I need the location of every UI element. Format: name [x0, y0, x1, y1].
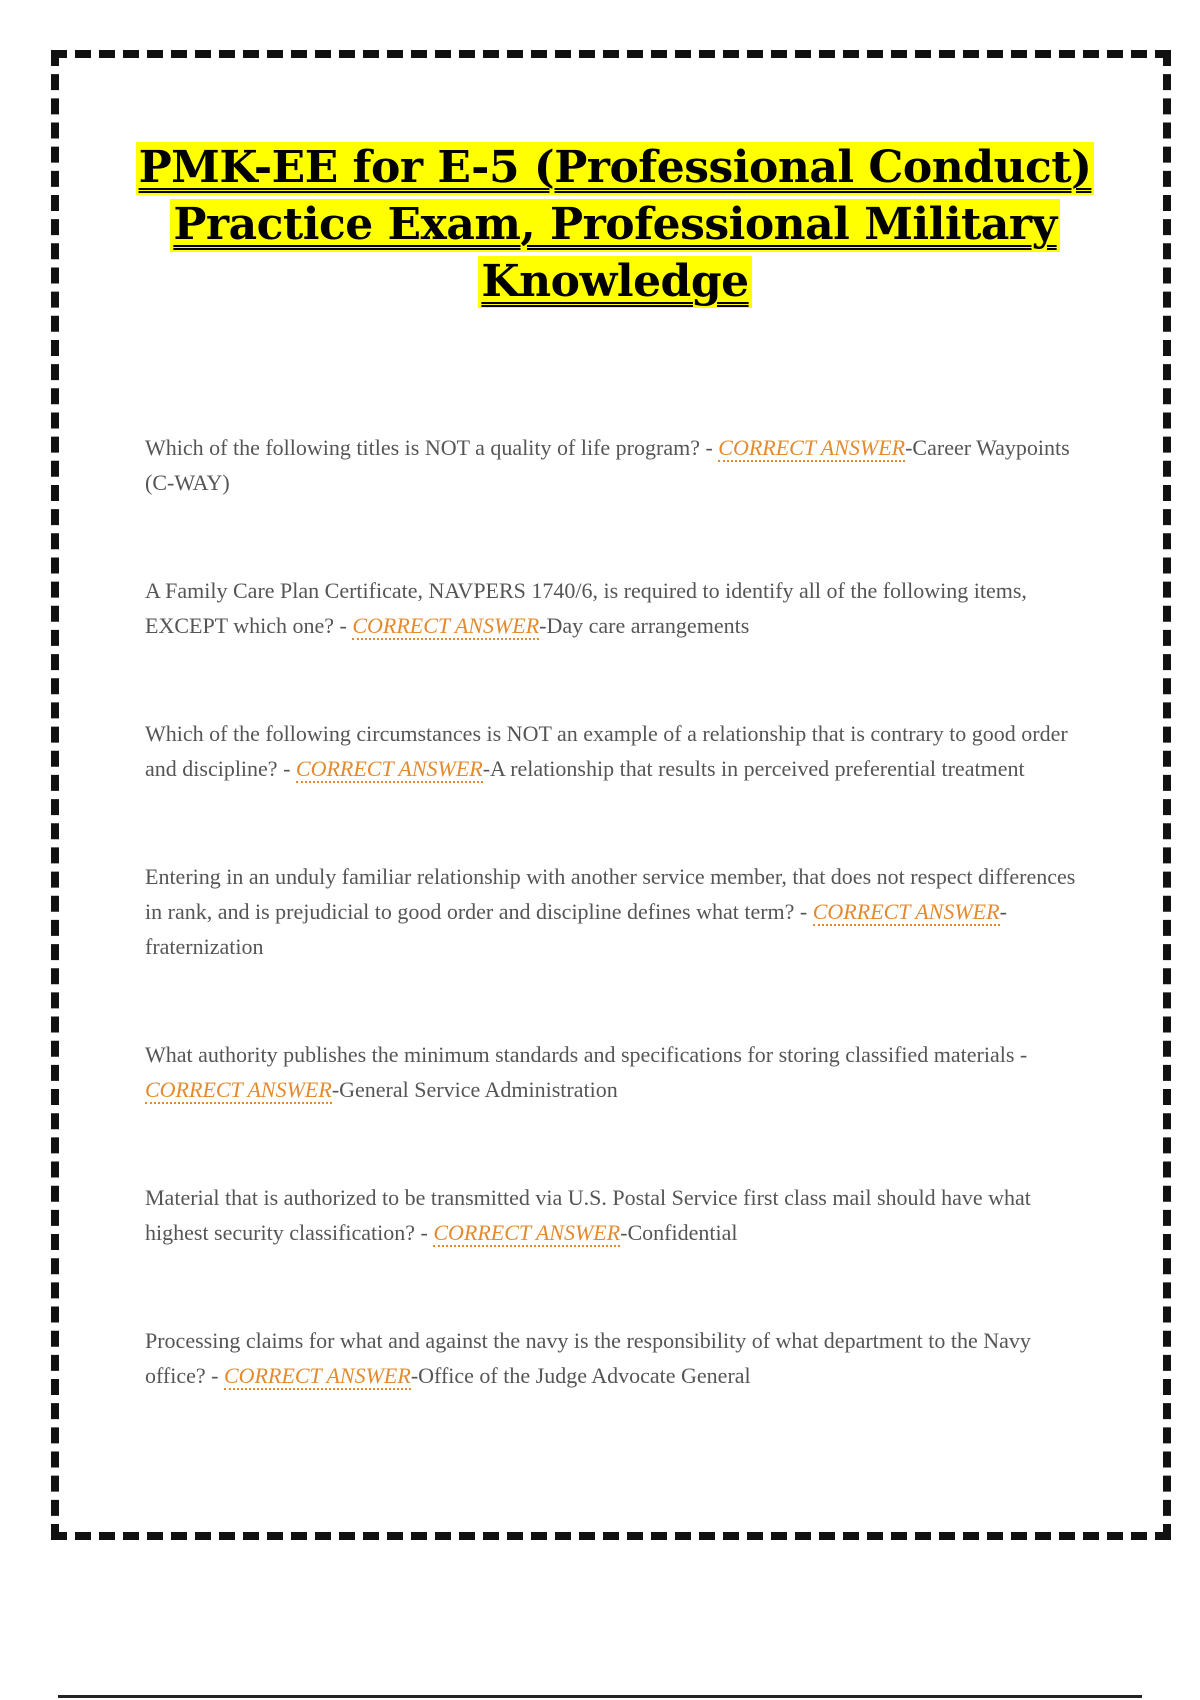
title-line-1: PMK-EE for E-5 (Professional Conduct): [136, 142, 1095, 195]
correct-answer-label: CORRECT ANSWER: [145, 1077, 332, 1102]
correct-answer-label: CORRECT ANSWER: [224, 1363, 411, 1388]
document-title: [90, 140, 1140, 310]
correct-answer-label: CORRECT ANSWER: [295, 756, 483, 781]
question-item-6: [145, 1180, 1080, 1250]
question-item-2: [145, 573, 1080, 643]
question-text: What authority publishes the minimum standards and specifications for storing classified materials -: [145, 1042, 1028, 1067]
correct-answer-label: CORRECT ANSWER: [352, 613, 540, 638]
question-text: Which of the following titles is NOT a quality of life program? -: [145, 435, 719, 460]
answer-text: -Career Waypoints (C-WAY): [145, 435, 1070, 495]
question-text: A Family Care Plan Certificate, NAVPERS 1740/6, is required to identify all of the following items, EXCEPT which one? -: [145, 578, 1027, 638]
question-item-7: [145, 1323, 1080, 1393]
question-item-1: [145, 430, 1080, 500]
answer-text: -Office of the Judge Advocate General: [410, 1363, 751, 1388]
question-text: Processing claims for what and against the navy is the responsibility of what department to the Navy office? -: [145, 1328, 1031, 1388]
correct-answer-label: CORRECT ANSWER: [433, 1220, 621, 1245]
question-text: Entering in an unduly familiar relationship with another service member, that does not respect differences in rank, and is prejudicial to good order and discipline defines what term? -: [145, 864, 1076, 924]
question-text: Material that is authorized to be transmitted via U.S. Postal Service first class mail should have what highest security classification? -: [145, 1185, 1031, 1245]
question-text: Which of the following circumstances is NOT an example of a relationship that is contrary to good order and discipline? -: [145, 721, 1068, 781]
answer-text: -Confidential: [620, 1220, 738, 1245]
answer-text: -A relationship that results in perceived preferential treatment: [482, 756, 1025, 781]
answer-text: -Day care arrangements: [539, 613, 750, 638]
question-item-5: [145, 1037, 1080, 1107]
correct-answer-label: CORRECT ANSWER: [718, 435, 906, 460]
correct-answer-label: CORRECT ANSWER: [812, 899, 1000, 924]
title-line-3: Knowledge: [478, 256, 751, 309]
question-item-4: [145, 859, 1080, 964]
answer-text: -General Service Administration: [331, 1077, 618, 1102]
question-item-3: [145, 716, 1080, 786]
title-line-2: Practice Exam, Professional Military: [170, 199, 1059, 252]
bottom-rule: [58, 1695, 1142, 1698]
answer-text: -fraternization: [145, 899, 1007, 959]
question-list: [145, 430, 1080, 1466]
